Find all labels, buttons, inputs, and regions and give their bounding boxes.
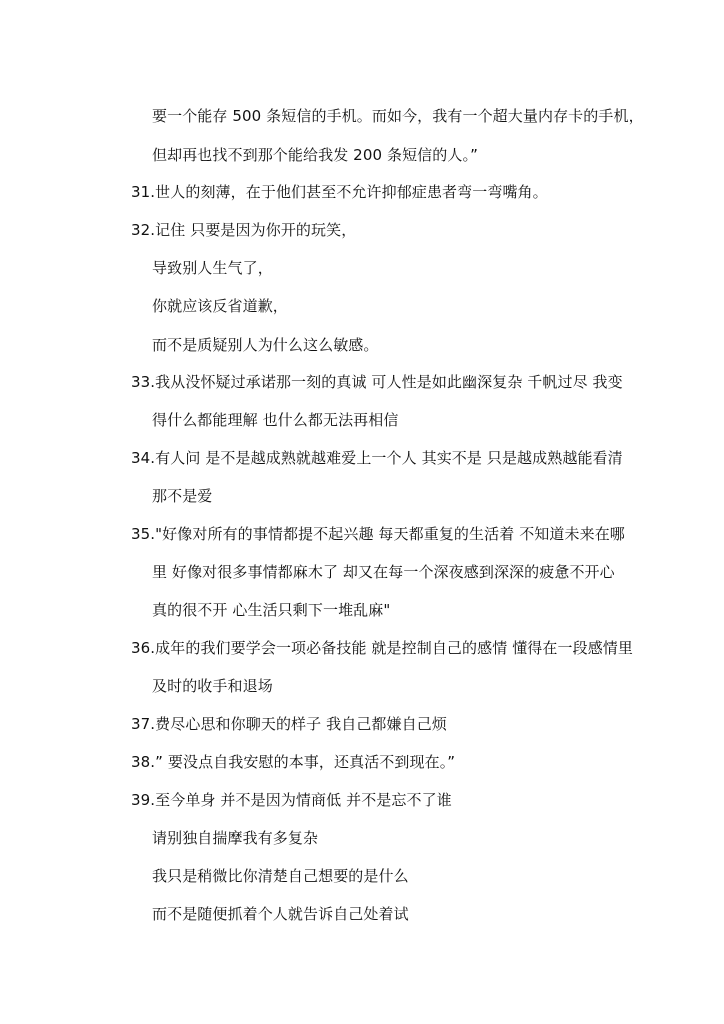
list-item-32: 32.记住 只要是因为你开的玩笑， bbox=[131, 221, 357, 239]
text-line: 要一个能存 500 条短信的手机。而如今，我有一个超大量内存卡的手机， bbox=[152, 107, 644, 125]
text-line: 得什么都能理解 也什么都无法再相信 bbox=[152, 411, 399, 429]
text-line: 你就应该反省道歉， bbox=[152, 297, 288, 315]
text-line: 请别独自揣摩我有多复杂 bbox=[152, 829, 319, 847]
list-item-37: 37.费尽心思和你聊天的样子 我自己都嫌自己烦 bbox=[131, 715, 447, 733]
list-item-36: 36.成年的我们要学会一项必备技能 就是控制自己的感情 懂得在一段感情里 bbox=[131, 639, 633, 657]
list-item-34: 34.有人问 是不是越成熟就越难爱上一个人 其实不是 只是越成熟越能看清 bbox=[131, 449, 623, 467]
list-item-33: 33.我从没怀疑过承诺那一刻的真诚 可人性是如此幽深复杂 千帆过尽 我变 bbox=[131, 373, 623, 391]
text-line: 我只是稍微比你清楚自己想要的是什么 bbox=[152, 867, 409, 885]
text-line: 而不是随便抓着个人就告诉自己处着试 bbox=[152, 905, 409, 923]
list-item-35: 35."好像对所有的事情都提不起兴趣 每天都重复的生活着 不知道未来在哪 bbox=[131, 525, 625, 543]
text-line: 而不是质疑别人为什么这么敏感。 bbox=[152, 336, 379, 354]
text-line: 里 好像对很多事情都麻木了 却又在每一个深夜感到深深的疲惫不开心 bbox=[152, 563, 615, 581]
text-line: 那不是爱 bbox=[152, 487, 213, 505]
text-line: 及时的收手和退场 bbox=[152, 677, 273, 695]
list-item-31: 31.世人的刻薄，在于他们甚至不允许抑郁症患者弯一弯嘴角。 bbox=[131, 183, 548, 201]
list-item-39: 39.至今单身 并不是因为情商低 并不是忘不了谁 bbox=[131, 791, 452, 809]
text-line: 导致别人生气了， bbox=[152, 259, 273, 277]
list-item-38: 38.” 要没点自我安慰的本事，还真活不到现在。” bbox=[131, 753, 456, 771]
text-line: 但却再也找不到那个能给我发 200 条短信的人。” bbox=[152, 146, 478, 164]
text-line: 真的很不开 心生活只剩下一堆乱麻" bbox=[152, 601, 391, 619]
